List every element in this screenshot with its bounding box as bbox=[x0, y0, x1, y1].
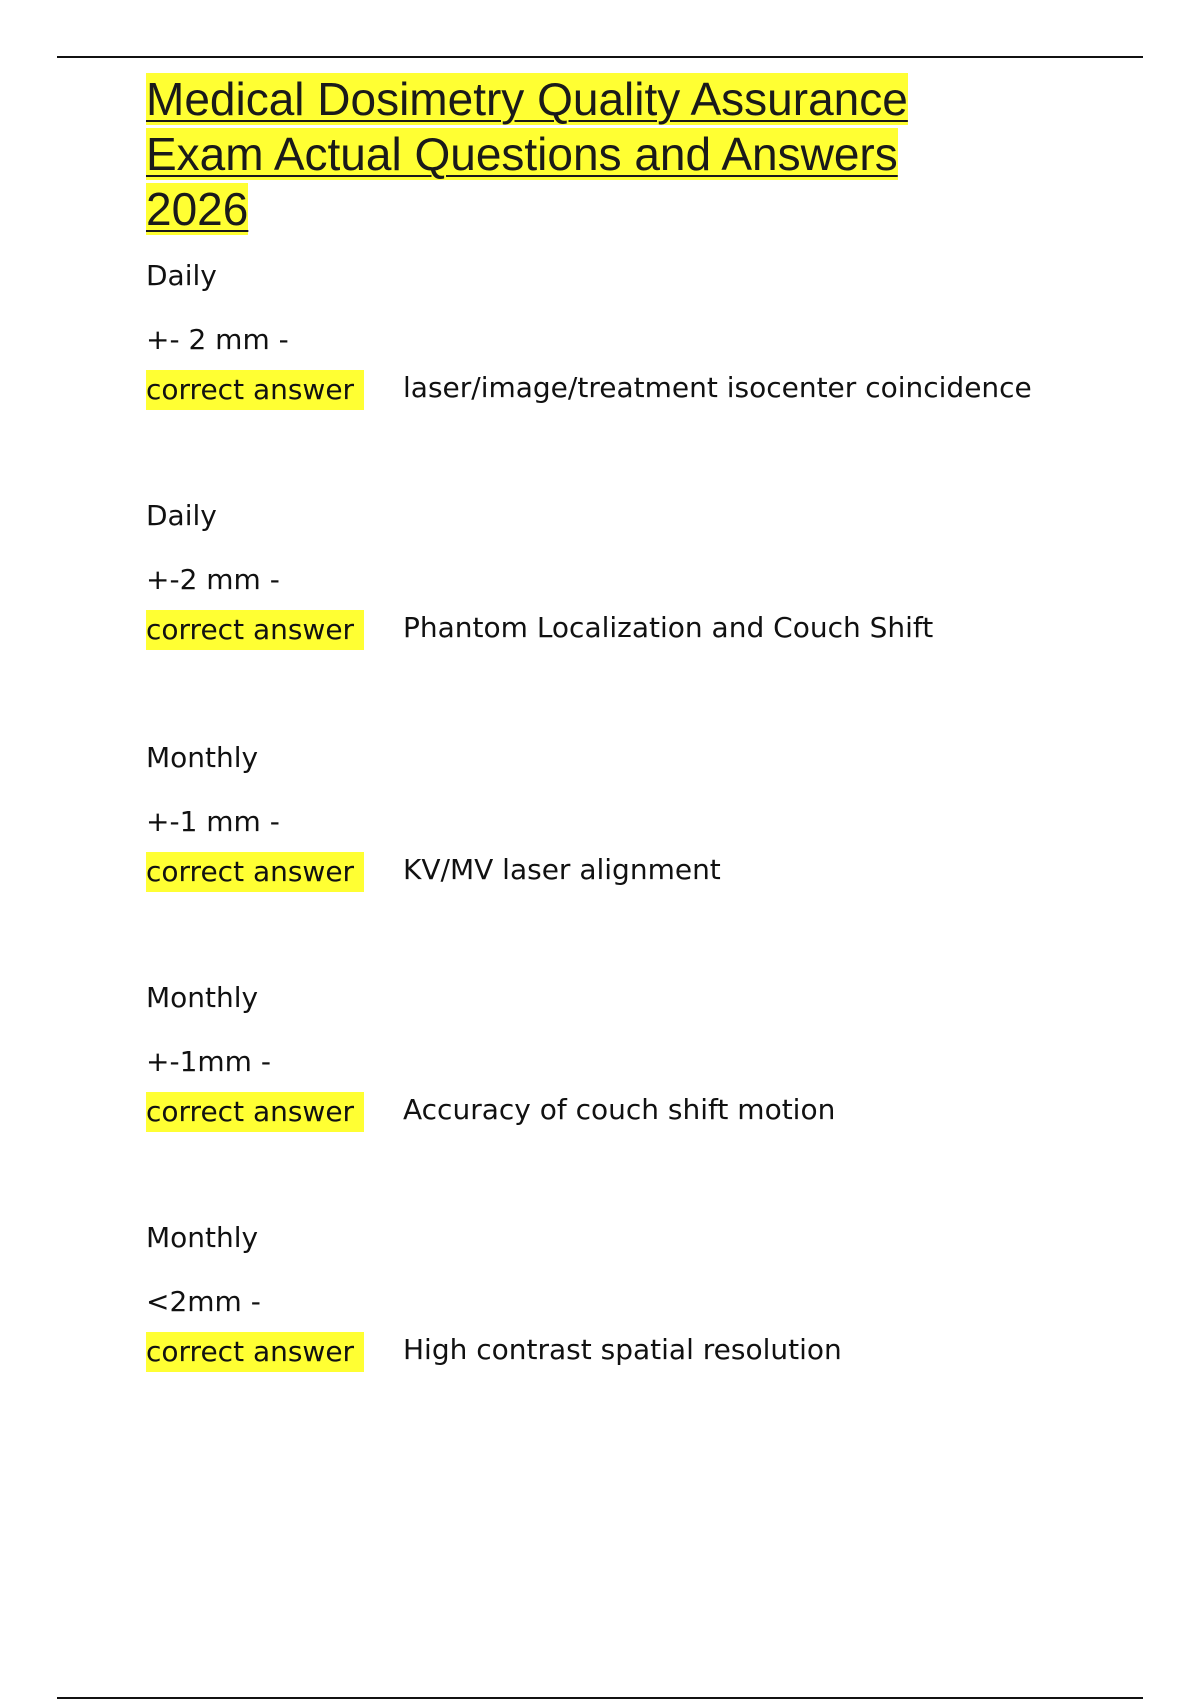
qa-tolerance: +- 2 mm - bbox=[146, 323, 289, 356]
qa-tolerance: +-1 mm - bbox=[146, 805, 280, 838]
correct-answer-label: correct answer bbox=[146, 852, 364, 892]
qa-answer-row bbox=[146, 370, 1032, 410]
qa-answer: Phantom Localization and Couch Shift bbox=[403, 611, 934, 644]
document-title bbox=[146, 72, 986, 237]
qa-answer: High contrast spatial resolution bbox=[403, 1333, 842, 1366]
qa-answer-row bbox=[146, 610, 934, 650]
correct-answer-label: correct answer bbox=[146, 370, 364, 410]
qa-frequency: Monthly bbox=[146, 1221, 259, 1254]
correct-answer-label: correct answer bbox=[146, 610, 364, 650]
document-title-text: Medical Dosimetry Quality Assurance Exam Actual Questions and Answers 2026 bbox=[146, 73, 908, 235]
qa-answer: laser/image/treatment isocenter coincidence bbox=[403, 371, 1032, 404]
qa-answer-row bbox=[146, 852, 721, 892]
top-rule bbox=[57, 56, 1143, 58]
qa-tolerance: +-1mm - bbox=[146, 1045, 271, 1078]
qa-answer-row bbox=[146, 1332, 842, 1372]
bottom-rule bbox=[57, 1697, 1143, 1699]
correct-answer-label: correct answer bbox=[146, 1092, 364, 1132]
qa-answer-row bbox=[146, 1092, 836, 1132]
qa-answer: Accuracy of couch shift motion bbox=[403, 1093, 836, 1126]
correct-answer-label: correct answer bbox=[146, 1332, 364, 1372]
qa-answer: KV/MV laser alignment bbox=[403, 853, 721, 886]
qa-frequency: Monthly bbox=[146, 981, 259, 1014]
qa-tolerance: <2mm - bbox=[146, 1285, 261, 1318]
qa-tolerance: +-2 mm - bbox=[146, 563, 280, 596]
qa-frequency: Daily bbox=[146, 259, 217, 292]
qa-frequency: Monthly bbox=[146, 741, 259, 774]
qa-frequency: Daily bbox=[146, 499, 217, 532]
